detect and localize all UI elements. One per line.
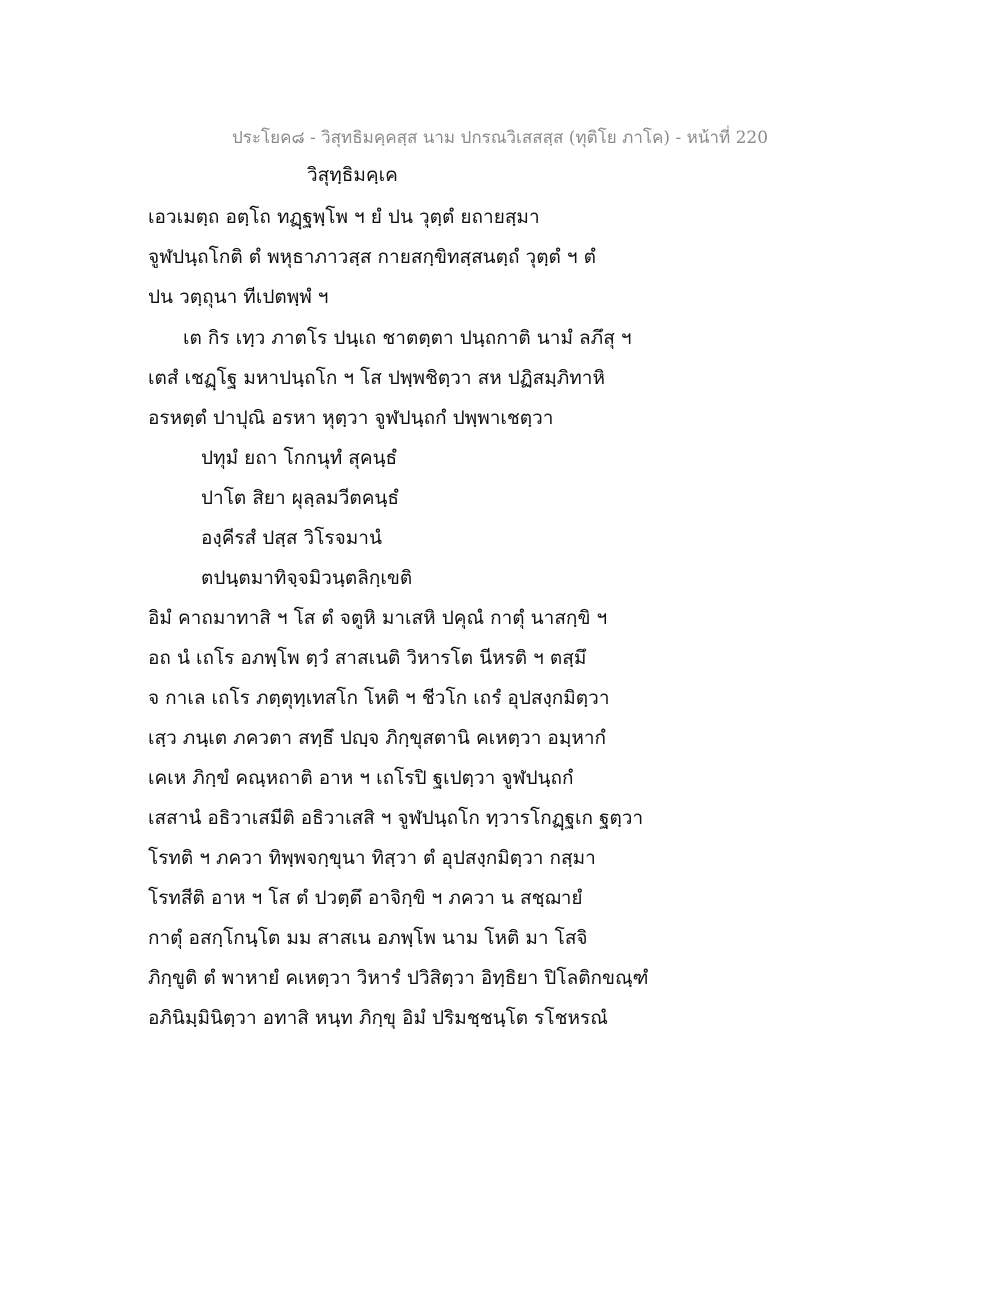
verse-line: ปทุมํ ยถา โกกนุทํ สุคนฺธํ <box>201 447 398 469</box>
text-line: ปน วตฺถุนา ทีเปตพฺพํ ฯ <box>148 286 329 308</box>
verse-line: ตปนฺตมาทิจฺจมิวนฺตลิกฺเขติ <box>201 567 413 589</box>
text-line: อถ นํ เถโร อภพฺโพ ตฺวํ สาสเนติ วิหารโต นีหรติ ฯ ตสฺมึ <box>148 647 587 669</box>
text-line: เตสํ เชฏฺโฐ มหาปนฺถโก ฯ โส ปพฺพชิตฺวา สห ปฏิสมฺภิทาหิ <box>148 367 605 389</box>
section-title: วิสุทฺธิมคฺเค <box>307 164 398 186</box>
text-line: เคเห ภิกฺขํ คณฺหถาติ อาห ฯ เถโรปิ ฐเปตฺวา จูฬปนฺถกํ <box>148 767 574 789</box>
paragraph-first-line: เต กิร เทฺว ภาตโร ปนฺเถ ชาตตฺตา ปนฺถกาติ นามํ ลภึสุ ฯ <box>183 327 632 349</box>
verse-line: องฺคีรสํ ปสฺส วิโรจมานํ <box>201 527 382 549</box>
text-line: อิมํ คาถมาทาสิ ฯ โส ตํ จตูหิ มาเสหิ ปคุณํ กาตุํ นาสกฺขิ ฯ <box>148 607 608 629</box>
verse-line: ปาโต สิยา ผุลฺลมวีตคนฺธํ <box>201 487 399 509</box>
text-line: อรหตฺตํ ปาปุณิ อรหา หุตฺวา จูฬปนฺถกํ ปพฺพาเชตฺวา <box>148 407 554 429</box>
text-line: โรทสีติ อาห ฯ โส ตํ ปวตฺตึ อาจิกฺขิ ฯ ภควา น สชฺฌายํ <box>148 887 583 909</box>
text-line: เอวเมตฺถ อตฺโถ ทฏฺฐพฺโพ ฯ ยํ ปน วุตฺตํ ยถายสฺมา <box>148 206 540 228</box>
text-line: โรทติ ฯ ภควา ทิพฺพจกฺขุนา ทิสฺวา ตํ อุปสงฺกมิตฺวา กสฺมา <box>148 847 596 869</box>
page-header: ประโยค๘ - วิสุทธิมคฺคสฺส นาม ปกรณวิเสสสฺส (ทุติโย ภาโค) - หน้าที่ 220 <box>231 128 769 148</box>
text-line: เสฺว ภนฺเต ภควตา สทฺธึ ปญฺจ ภิกฺขุสตานิ คเหตฺวา อมฺหากํ <box>148 727 607 749</box>
text-line: กาตุํ อสกฺโกนฺโต มม สาสเน อภพฺโพ นาม โหติ มา โสจิ <box>148 927 588 949</box>
text-line: อภินิมฺมินิตฺวา อทาสิ หนฺท ภิกฺขุ อิมํ ปริมชฺชนฺโต รโชหรณํ <box>148 1007 608 1029</box>
text-line: จูฬปนฺถโกติ ตํ พหุธาภาวสฺส กายสกฺขิทสฺสนตฺถํ วุตฺตํ ฯ ตํ <box>148 246 596 268</box>
text-line: เสสานํ อธิวาเสมีติ อธิวาเสสิ ฯ จูฬปนฺถโก ทฺวารโกฏฺฐเก ฐตฺวา <box>148 807 644 829</box>
text-line: จ กาเล เถโร ภตฺตุทฺเทสโก โหติ ฯ ชีวโก เถรํ อุปสงฺกมิตฺวา <box>148 687 610 709</box>
text-line: ภิกฺขูติ ตํ พาหายํ คเหตฺวา วิหารํ ปวิสิตฺวา อิทฺธิยา ปิโลติกขณฺฑํ <box>148 967 649 989</box>
